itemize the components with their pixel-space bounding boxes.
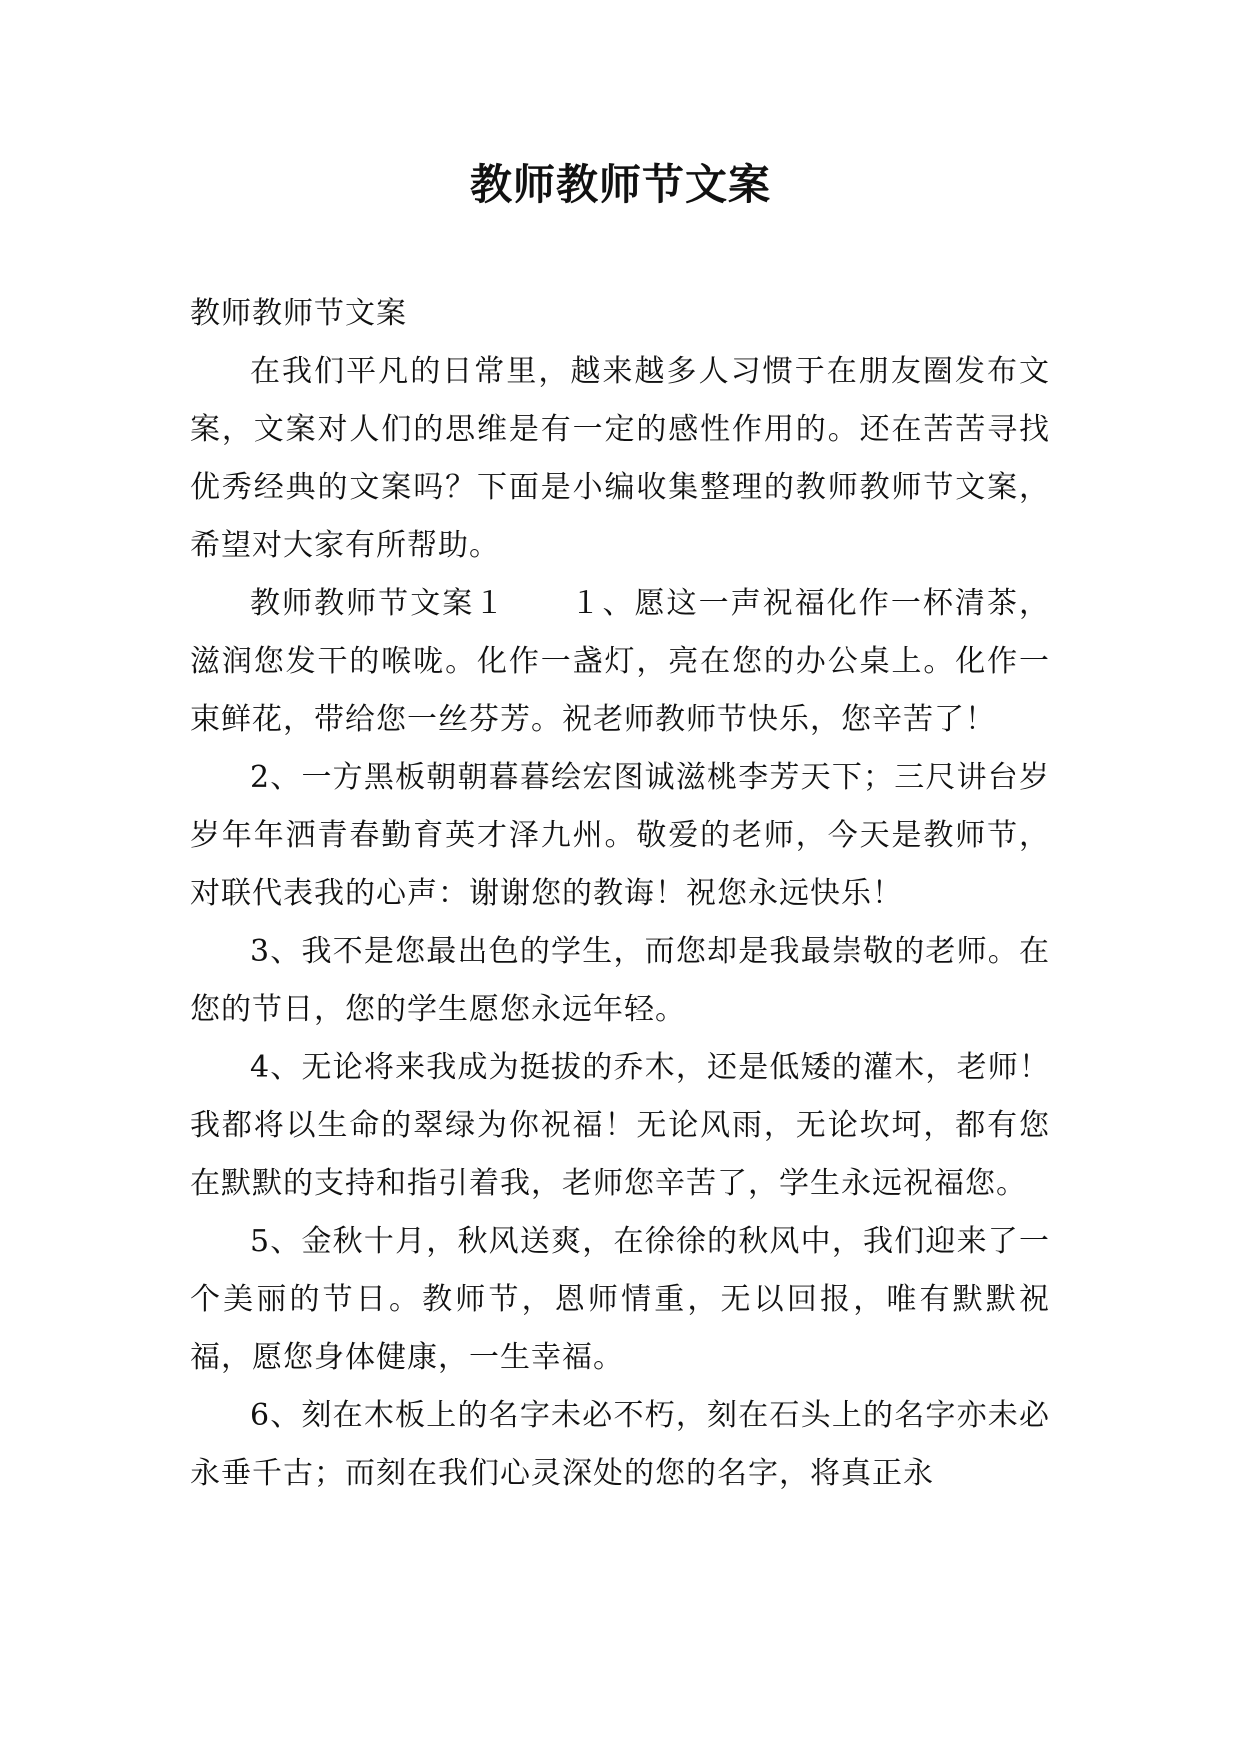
document-body (190, 285, 1050, 1503)
paragraph-item-6: 6、刻在木板上的名字未必不朽，刻在石头上的名字亦未必永垂千古；而刻在我们心灵深处的您的名字，将真正永 (190, 1398, 1050, 1491)
paragraph-item-1: 教师教师节文案１ １、愿这一声祝福化作一杯清茶，滋润您发干的喉咙。化作一盏灯，亮在您的办公桌上。化作一束鲜花，带给您一丝芬芳。祝老师教师节快乐，您辛苦了！ (190, 586, 1050, 737)
document-title: 教师教师节文案 (469, 160, 771, 209)
document-subtitle: 教师教师节文案 (190, 296, 407, 331)
paragraph-item-3: 3、我不是您最出色的学生，而您却是我最崇敬的老师。在您的节日，您的学生愿您永远年轻。 (190, 934, 1050, 1027)
paragraph-item-5: 5、金秋十月，秋风送爽，在徐徐的秋风中，我们迎来了一个美丽的节日。教师节，恩师情重，无以回报，唯有默默祝福，愿您身体健康，一生幸福。 (190, 1224, 1050, 1375)
paragraph-intro: 在我们平凡的日常里，越来越多人习惯于在朋友圈发布文案，文案对人们的思维是有一定的感性作用的。还在苦苦寻找优秀经典的文案吗？下面是小编收集整理的教师教师节文案，希望对大家有所帮助。 (190, 354, 1050, 563)
paragraph-item-2: 2、一方黑板朝朝暮暮绘宏图诚滋桃李芳天下；三尺讲台岁岁年年洒青春勤育英才泽九州。敬爱的老师，今天是教师节，对联代表我的心声：谢谢您的教诲！祝您永远快乐！ (190, 760, 1050, 911)
paragraph-item-4: 4、无论将来我成为挺拔的乔木，还是低矮的灌木，老师！我都将以生命的翠绿为你祝福！无论风雨，无论坎坷，都有您在默默的支持和指引着我，老师您辛苦了，学生永远祝福您。 (190, 1050, 1050, 1201)
